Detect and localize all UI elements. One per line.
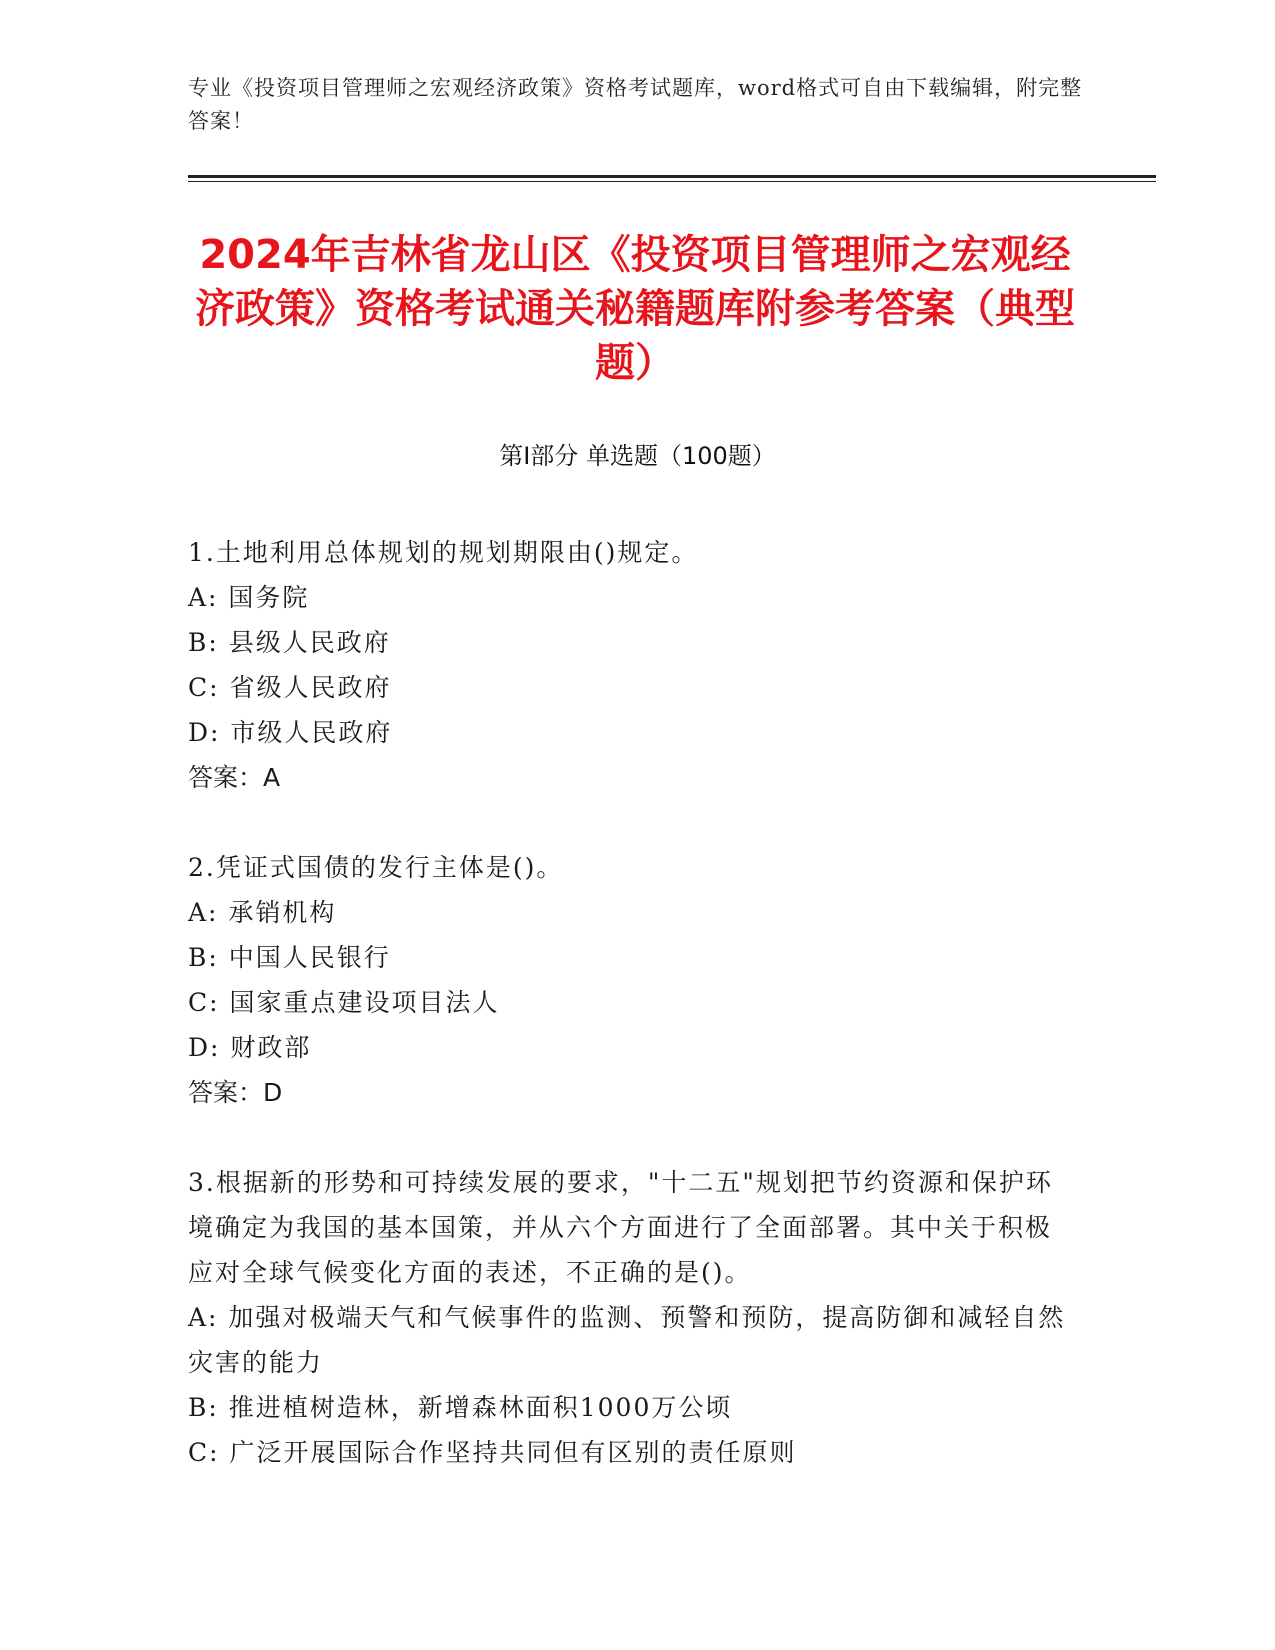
option-c: C: 广泛开展国际合作坚持共同但有区别的责任原则: [188, 1438, 797, 1467]
header-divider-thick: [188, 175, 1156, 178]
option-d: D: 市级人民政府: [188, 718, 393, 747]
question-stem: 1.土地利用总体规划的规划期限由()规定。: [188, 538, 699, 567]
option-a: A: 承销机构: [188, 898, 337, 927]
option-b: B: 县级人民政府: [188, 628, 391, 657]
option-d: D: 财政部: [188, 1033, 312, 1062]
question-2: [188, 845, 1068, 1115]
section-heading: 第Ⅰ部分 单选题（100题）: [499, 442, 776, 470]
header-note: 专业《投资项目管理师之宏观经济政策》资格考试题库，word格式可自由下载编辑，附完整答案！: [188, 76, 1083, 133]
option-c: C: 国家重点建设项目法人: [188, 988, 500, 1017]
option-a: A: 国务院: [188, 583, 310, 612]
header-divider-thin: [188, 181, 1156, 182]
answer-label: 答案：A: [188, 763, 281, 792]
question-stem: 2.凭证式国债的发行主体是()。: [188, 853, 564, 882]
question-1: [188, 530, 1068, 800]
question-list: [188, 530, 1068, 1520]
question-stem: 3.根据新的形势和可持续发展的要求，"十二五"规划把节约资源和保护环境确定为我国的基本国策，并从六个方面进行了全面部署。其中关于积极应对全球气候变化方面的表述，不正确的是()。: [188, 1168, 1053, 1287]
option-c: C: 省级人民政府: [188, 673, 392, 702]
option-b: B: 推进植树造林，新增森林面积1000万公顷: [188, 1393, 733, 1422]
option-b: B: 中国人民银行: [188, 943, 391, 972]
option-a: A: 加强对极端天气和气候事件的监测、预警和预防，提高防御和减轻自然灾害的能力: [188, 1303, 1066, 1377]
question-3: [188, 1160, 1068, 1475]
document-title: 2024年吉林省龙山区《投资项目管理师之宏观经济政策》资格考试通关秘籍题库附参考答案（典型题）: [195, 232, 1075, 386]
answer-label: 答案：D: [188, 1078, 283, 1107]
